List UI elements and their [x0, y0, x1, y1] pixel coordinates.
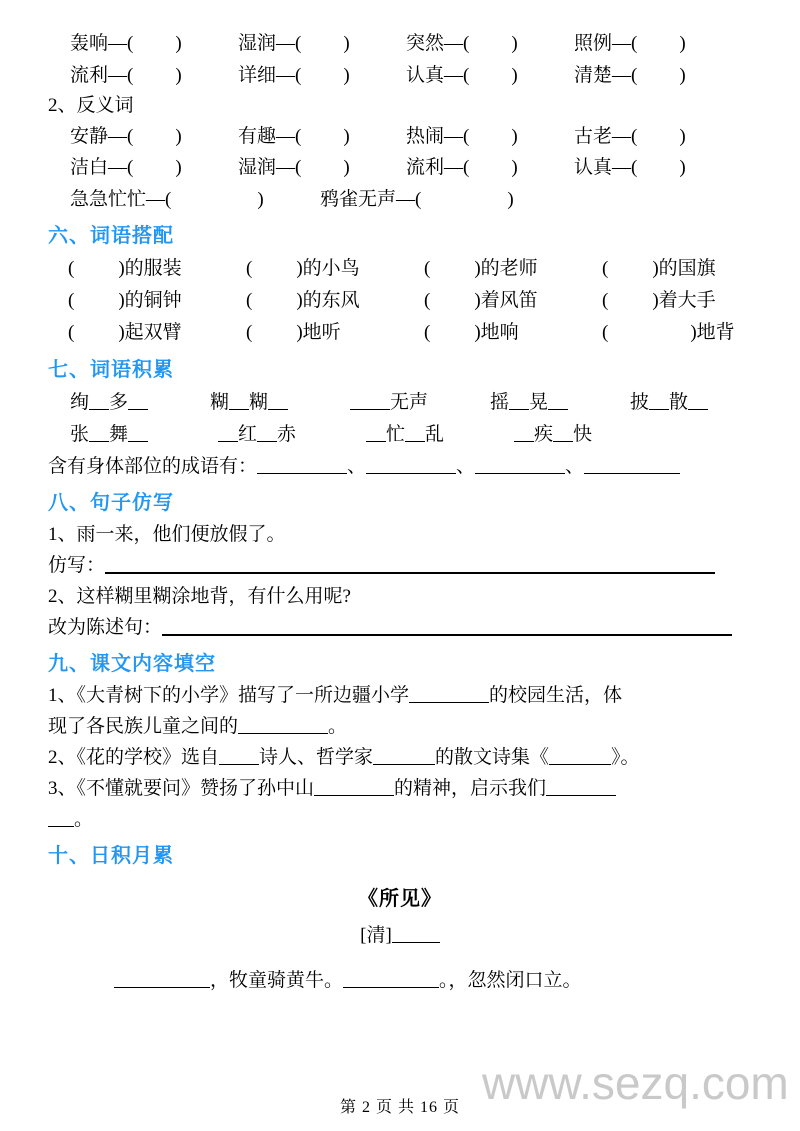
question-text: 的精神，启示我们 — [394, 777, 547, 799]
separator: 、 — [347, 455, 367, 477]
answer-blank[interactable] — [475, 455, 565, 474]
antonym-word: 急急忙忙—( — [70, 188, 172, 210]
collocation-item — [602, 317, 735, 349]
idiom-char: 晃 — [529, 392, 549, 414]
antonym-word: 热闹—( — [406, 125, 470, 147]
prompt-label: 仿写： — [48, 555, 106, 577]
collocation-row-3 — [68, 317, 770, 349]
collocation-row-1 — [68, 253, 770, 285]
separator: 、 — [565, 455, 585, 477]
synonym-item — [238, 60, 406, 92]
answer-blank[interactable] — [549, 746, 611, 765]
close-paren: ) — [343, 157, 350, 179]
collocation-item — [246, 317, 424, 349]
idiom-char: 绚 — [70, 392, 90, 414]
separator: 、 — [456, 455, 476, 477]
antonym-item — [320, 184, 570, 216]
idiom-char: 糊 — [249, 392, 269, 414]
synonym-word: 清楚—( — [574, 64, 638, 86]
answer-blank[interactable] — [128, 391, 148, 410]
idiom-item — [218, 419, 366, 451]
close-paren: ) — [511, 125, 518, 147]
question-text: 1、《大青树下的小学》描写了一所边疆小学 — [48, 685, 410, 707]
antonym-row-3 — [70, 184, 770, 216]
antonym-item — [238, 121, 406, 153]
answer-blank[interactable] — [218, 423, 238, 442]
answer-blank[interactable] — [238, 715, 328, 734]
synonym-word: 认真—( — [406, 64, 470, 86]
synonym-word: 流利—( — [70, 64, 134, 86]
idiom-char: 无声 — [390, 392, 429, 414]
idiom-item — [70, 387, 210, 419]
collocation-item — [246, 253, 424, 285]
antonym-word: 有趣—( — [238, 125, 302, 147]
poem-author — [30, 921, 770, 951]
collocation-word: )的东风 — [296, 290, 360, 312]
open-paren: ( — [602, 290, 609, 312]
synonym-word: 照例—( — [574, 33, 638, 54]
collocation-word: )的国旗 — [652, 258, 716, 280]
section-nine-q1 — [48, 681, 770, 743]
idiom-char: 糊 — [210, 392, 230, 414]
question-text: 2、《花的学校》选自 — [48, 747, 220, 769]
section-ten-heading: 十、日积月累 — [48, 845, 174, 868]
close-paren: ) — [679, 157, 686, 179]
open-paren: ( — [246, 322, 253, 344]
open-paren: ( — [68, 258, 75, 280]
collocation-word: )的老师 — [474, 258, 538, 280]
open-paren: ( — [246, 258, 253, 280]
collocation-item — [424, 285, 602, 317]
body-idiom-label: 含有身体部位的成语有： — [48, 455, 258, 477]
open-paren: ( — [602, 258, 609, 280]
body-idiom-line — [48, 452, 770, 483]
close-paren: ) — [679, 125, 686, 147]
section-eight-heading: 八、句子仿写 — [48, 492, 174, 515]
idiom-char: 快 — [573, 424, 593, 446]
answer-line[interactable] — [162, 616, 732, 636]
section-eight-q1-answer — [48, 551, 770, 582]
question-text: 。 — [74, 808, 94, 830]
close-paren: ) — [175, 33, 182, 54]
synonym-item — [574, 28, 742, 60]
open-paren: ( — [424, 258, 431, 280]
collocation-word: )起双臂 — [118, 322, 182, 344]
synonym-item — [238, 28, 406, 60]
idiom-item — [210, 387, 350, 419]
synonym-item — [406, 28, 574, 60]
section-seven-heading: 七、词语积累 — [48, 359, 174, 382]
answer-blank[interactable] — [548, 391, 568, 410]
idiom-char: 披 — [630, 392, 650, 414]
section-nine-heading: 九、课文内容填空 — [48, 653, 216, 676]
close-paren: ) — [679, 33, 686, 54]
prompt-label: 改为陈述句： — [48, 616, 163, 638]
close-paren: ) — [343, 64, 350, 86]
answer-blank[interactable] — [373, 746, 435, 765]
antonym-word: 湿润—( — [238, 157, 302, 179]
idiom-item — [350, 387, 490, 419]
open-paren: ( — [602, 322, 609, 344]
section-eight-q2: 2、这样糊里糊涂地背，有什么用呢? — [48, 585, 351, 607]
synonym-row-2 — [70, 60, 770, 92]
collocation-word: )着大手 — [652, 290, 716, 312]
antonym-word: 洁白—( — [70, 157, 134, 179]
answer-blank[interactable] — [128, 423, 148, 442]
idiom-char: 疾 — [534, 424, 554, 446]
idiom-char: 多 — [109, 392, 129, 414]
answer-blank[interactable] — [229, 391, 249, 410]
collocation-word: )地响 — [474, 322, 519, 344]
collocation-word: )的服装 — [118, 258, 182, 280]
antonym-item — [574, 152, 742, 184]
answer-blank[interactable] — [409, 684, 489, 703]
answer-blank[interactable] — [392, 924, 440, 943]
poem-text: 。，忽然闭口立。 — [439, 969, 582, 991]
answer-blank[interactable] — [649, 391, 669, 410]
synonym-item — [70, 28, 238, 60]
close-paren: ) — [343, 125, 350, 147]
idiom-item — [490, 387, 630, 419]
collocation-item — [424, 317, 602, 349]
collocation-word: )的铜钟 — [118, 290, 182, 312]
answer-blank[interactable] — [48, 808, 74, 827]
close-paren: ) — [507, 188, 514, 210]
antonym-item — [406, 152, 574, 184]
collocation-item — [68, 317, 246, 349]
antonym-word: 流利—( — [406, 157, 470, 179]
idiom-item — [366, 419, 514, 451]
collocation-item — [424, 253, 602, 285]
answer-blank[interactable] — [268, 391, 288, 410]
answer-blank[interactable] — [89, 391, 109, 410]
collocation-word: )的小鸟 — [296, 258, 360, 280]
idiom-char: 红 — [238, 424, 258, 446]
collocation-item — [68, 285, 246, 317]
question-text: 》。 — [611, 747, 640, 769]
question-text: 。 — [328, 716, 348, 738]
answer-line[interactable] — [105, 554, 715, 574]
idiom-row-1 — [70, 387, 770, 419]
collocation-item — [68, 253, 246, 285]
collocation-word: )地听 — [296, 322, 341, 344]
close-paren: ) — [257, 188, 264, 210]
antonym-item — [70, 184, 320, 216]
answer-blank[interactable] — [314, 777, 394, 796]
antonym-word: 安静—( — [70, 125, 134, 147]
antonym-item — [574, 121, 742, 153]
idiom-item — [70, 419, 218, 451]
open-paren: ( — [246, 290, 253, 312]
poem-line — [114, 966, 770, 996]
open-paren: ( — [68, 290, 75, 312]
answer-blank[interactable] — [405, 423, 425, 442]
poem-title: 《所见》 — [358, 888, 442, 911]
answer-blank[interactable] — [89, 423, 109, 442]
synonym-item — [70, 60, 238, 92]
section-eight-q1: 1、雨一来，他们便放假了。 — [48, 524, 286, 546]
antonym-item — [70, 152, 238, 184]
idiom-item — [630, 387, 770, 419]
antonym-row-2 — [70, 152, 770, 184]
antonym-word: 古老—( — [574, 125, 638, 147]
close-paren: ) — [511, 33, 518, 54]
synonym-item — [574, 60, 742, 92]
collocation-row-2 — [68, 285, 770, 317]
answer-blank[interactable] — [366, 423, 386, 442]
answer-blank[interactable] — [509, 391, 529, 410]
collocation-item — [602, 285, 716, 317]
question-text: 的校园生活，体 — [489, 685, 623, 707]
answer-blank[interactable] — [366, 455, 456, 474]
question-text: 诗人、哲学家 — [259, 747, 374, 769]
answer-blank[interactable] — [688, 391, 708, 410]
close-paren: ) — [679, 64, 686, 86]
answer-blank[interactable] — [257, 423, 277, 442]
question-text: 3、《不懂就要问》赞扬了孙中山 — [48, 777, 315, 799]
idiom-char: 乱 — [425, 424, 445, 446]
answer-blank[interactable] — [514, 423, 534, 442]
collocation-item — [602, 253, 716, 285]
section-nine-q2 — [48, 743, 770, 774]
question-text: 的散文诗集《 — [435, 747, 550, 769]
idiom-item — [514, 419, 662, 451]
poem-dynasty: [清] — [360, 925, 392, 947]
synonym-word: 突然—( — [406, 33, 470, 54]
open-paren: ( — [424, 322, 431, 344]
section-nine-q3 — [48, 774, 770, 836]
close-paren: ) — [511, 157, 518, 179]
section-eight-q2-answer — [48, 613, 770, 644]
section-six-heading: 六、词语搭配 — [48, 225, 174, 248]
synonym-item — [406, 60, 574, 92]
antonym-row-1 — [70, 121, 770, 153]
answer-blank[interactable] — [350, 391, 390, 410]
close-paren: ) — [343, 33, 350, 54]
idiom-char: 舞 — [109, 424, 129, 446]
question-text: 现了各民族儿童之间的 — [48, 716, 239, 738]
idiom-char: 散 — [669, 392, 689, 414]
antonym-word: 认真—( — [574, 157, 638, 179]
answer-blank[interactable] — [257, 455, 347, 474]
collocation-word: )地背 — [690, 322, 735, 344]
answer-blank[interactable] — [219, 746, 259, 765]
idiom-char: 赤 — [277, 424, 297, 446]
synonym-word: 轰响—( — [70, 33, 134, 54]
antonym-item — [238, 152, 406, 184]
site-watermark: www.sezq.com — [482, 1057, 789, 1109]
antonym-item — [70, 121, 238, 153]
answer-blank[interactable] — [343, 969, 439, 988]
open-paren: ( — [68, 322, 75, 344]
idiom-char: 忙 — [386, 424, 406, 446]
open-paren: ( — [424, 290, 431, 312]
collocation-item — [246, 285, 424, 317]
answer-blank[interactable] — [546, 777, 616, 796]
poem-text: ，牧童骑黄牛。 — [210, 969, 344, 991]
antonym-word: 鸦雀无声—( — [320, 188, 422, 210]
antonym-subheading: 2、反义词 — [48, 95, 134, 117]
idiom-row-2 — [70, 419, 770, 451]
answer-blank[interactable] — [553, 423, 573, 442]
answer-blank[interactable] — [584, 455, 680, 474]
synonym-word: 湿润—( — [238, 33, 302, 54]
page-footer: 第 2 页 共 16 页 — [339, 1099, 460, 1116]
synonym-row-1 — [70, 28, 770, 60]
collocation-word: )着风笛 — [474, 290, 538, 312]
antonym-item — [406, 121, 574, 153]
idiom-char: 张 — [70, 424, 90, 446]
close-paren: ) — [175, 157, 182, 179]
answer-blank[interactable] — [114, 969, 210, 988]
close-paren: ) — [175, 125, 182, 147]
close-paren: ) — [511, 64, 518, 86]
synonym-word: 详细—( — [238, 64, 302, 86]
close-paren: ) — [175, 64, 182, 86]
idiom-char: 摇 — [490, 392, 510, 414]
